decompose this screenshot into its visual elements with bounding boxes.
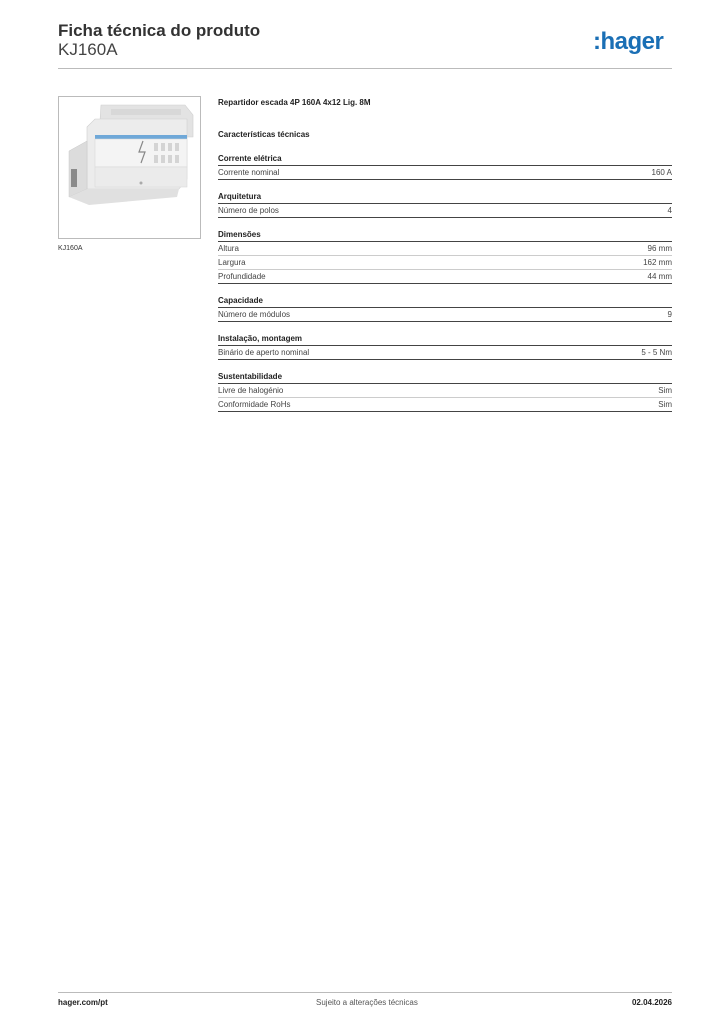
spec-label: Livre de halogénio [218, 386, 284, 395]
spec-label: Conformidade RoHs [218, 400, 291, 409]
group-title: Sustentabilidade [218, 370, 672, 384]
spec-row [218, 398, 672, 412]
spec-group [218, 228, 672, 284]
spec-label: Número de polos [218, 206, 279, 215]
image-caption: KJ160A [58, 245, 83, 252]
spec-group [218, 370, 672, 412]
group-title: Dimensões [218, 228, 672, 242]
footer-disclaimer: Sujeito a alterações técnicas [316, 998, 418, 1007]
spec-label: Largura [218, 258, 246, 267]
product-name: Repartidor escada 4P 160A 4x12 Lig. 8M [218, 98, 371, 107]
spec-group [218, 152, 672, 180]
spec-value: 162 mm [643, 258, 672, 267]
footer-date: 02.04.2026 [631, 998, 672, 1007]
spec-label: Profundidade [218, 272, 266, 281]
spec-value: 96 mm [647, 244, 672, 253]
spec-group [218, 190, 672, 218]
group-title: Capacidade [218, 294, 672, 308]
spec-row [218, 346, 672, 360]
spec-row [218, 256, 672, 270]
spec-label: Altura [218, 244, 239, 253]
spec-value: 44 mm [647, 272, 672, 281]
product-image [58, 96, 201, 239]
spec-value: 4 [667, 206, 672, 215]
group-title: Arquitetura [218, 190, 672, 204]
product-code: KJ160A [58, 40, 118, 59]
footer-website-link[interactable]: hager.com/pt [58, 998, 108, 1007]
spec-value: 9 [667, 310, 672, 319]
specifications-table [218, 96, 672, 412]
spec-row [218, 242, 672, 256]
spec-row [218, 308, 672, 322]
spec-group [218, 294, 672, 322]
spec-row [218, 166, 672, 180]
group-title: Corrente elétrica [218, 152, 672, 166]
hager-logo: :hager [593, 28, 664, 55]
spec-group [218, 332, 672, 360]
spec-value: Sim [658, 386, 672, 395]
spec-row [218, 270, 672, 284]
spec-value: 160 A [651, 168, 672, 177]
spec-value: 5 - 5 Nm [641, 348, 672, 357]
section-title: Características técnicas [218, 130, 310, 139]
page-title: Ficha técnica do produto [58, 21, 261, 40]
spec-label: Binário de aperto nominal [218, 348, 310, 357]
header-divider [58, 68, 672, 69]
spec-row [218, 204, 672, 218]
spec-label: Número de módulos [218, 310, 291, 319]
spec-row [218, 384, 672, 398]
footer-divider [58, 992, 672, 993]
spec-value: Sim [658, 400, 672, 409]
group-title: Instalação, montagem [218, 332, 672, 346]
spec-label: Corrente nominal [218, 168, 280, 177]
